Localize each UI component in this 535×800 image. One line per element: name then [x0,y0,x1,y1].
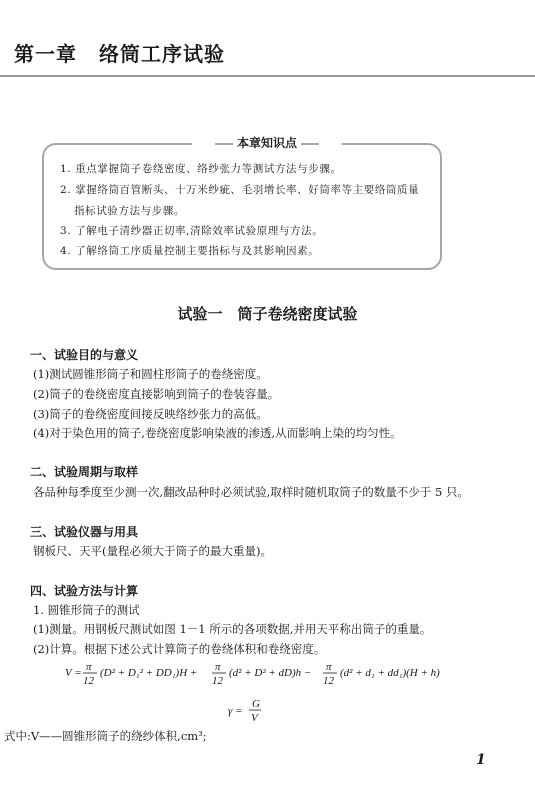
fraction-12: 12 [212,675,223,687]
fraction-pi: π [215,661,221,673]
subsection-heading: 1. 圆锥形筒子的测试 [33,603,140,617]
chapter-subtitle: 络筒工序试验 [99,42,225,66]
formula-term-3: (d² + d₁ + dd₁)(H + h) [340,667,440,679]
fraction-pi: π [326,661,332,673]
body-line: 钢板尺、天平(量程必须大于筒子的最大重量)。 [33,544,272,558]
fraction-pi: π [86,661,92,673]
experiment-title: 试验一 筒子卷绕密度试验 [177,305,358,323]
density-numerator: G [252,698,260,710]
formula-term-2: (d² + D² + dD)h − [229,667,312,679]
knowledge-points-title: 本章知识点 [236,136,297,150]
section-heading-method: 四、试验方法与计算 [30,584,139,598]
formula-term-1: (D² + D₁² + DD₁)H + [100,667,198,679]
body-line: (3)筒子的卷绕密度间接反映络纱张力的高低。 [33,407,268,421]
density-lhs: γ = [228,705,243,717]
formula-block [0,660,535,760]
volume-lhs: V = [65,667,82,679]
knowledge-point-2: 2. 掌握络筒百管断头、十万米纱疵、毛羽增长率、好筒率等主要络筒质量 [60,184,420,196]
section-heading-instruments: 三、试验仪器与用具 [30,525,139,539]
body-line: (1)测试圆锥形筒子和圆柱形筒子的卷绕密度。 [33,367,268,381]
body-line: (2)计算。根据下述公式计算筒子的卷绕体积和卷绕密度。 [33,642,326,656]
chapter-title [14,38,225,67]
knowledge-point-2-continued: 指标试验方法与步骤。 [74,205,185,217]
chapter-number: 第一章 [14,42,77,66]
section-heading-sampling: 二、试验周期与取样 [30,465,139,479]
fraction-12: 12 [323,675,334,687]
knowledge-point-4: 4. 了解络筒工序质量控制主要指标与及其影响因素。 [60,245,320,257]
page-number: 1 [476,752,486,768]
knowledge-point-3: 3. 了解电子清纱器正切率,清除效率试验原理与方法。 [60,225,324,237]
header-line-left [215,143,233,145]
fraction-12: 12 [83,675,94,687]
header-divider [0,75,535,77]
body-line: (1)测量。用钢板尺测试如图 1－1 所示的各项数据,并用天平称出筒子的重量。 [33,622,432,636]
formula-definition: 式中:V——圆锥形筒子的绕纱体积,cm³; [4,729,207,743]
knowledge-point-1: 1. 重点掌握筒子卷绕密度、络纱张力等测试方法与步骤。 [60,163,342,175]
body-line: (4)对于染色用的筒子,卷绕密度影响染液的渗透,从而影响上染的均匀性。 [33,426,402,440]
density-denominator: V [251,712,258,724]
section-heading-purpose: 一、试验目的与意义 [30,348,139,362]
body-line: 各品种每季度至少测一次,翻改品种时必须试验,取样时随机取筒子的数量不少于 5 只。 [33,485,469,499]
knowledge-points-header [192,135,342,151]
header-line-right [301,143,319,145]
body-line: (2)筒子的卷绕密度直接影响到筒子的卷装容量。 [33,387,280,401]
